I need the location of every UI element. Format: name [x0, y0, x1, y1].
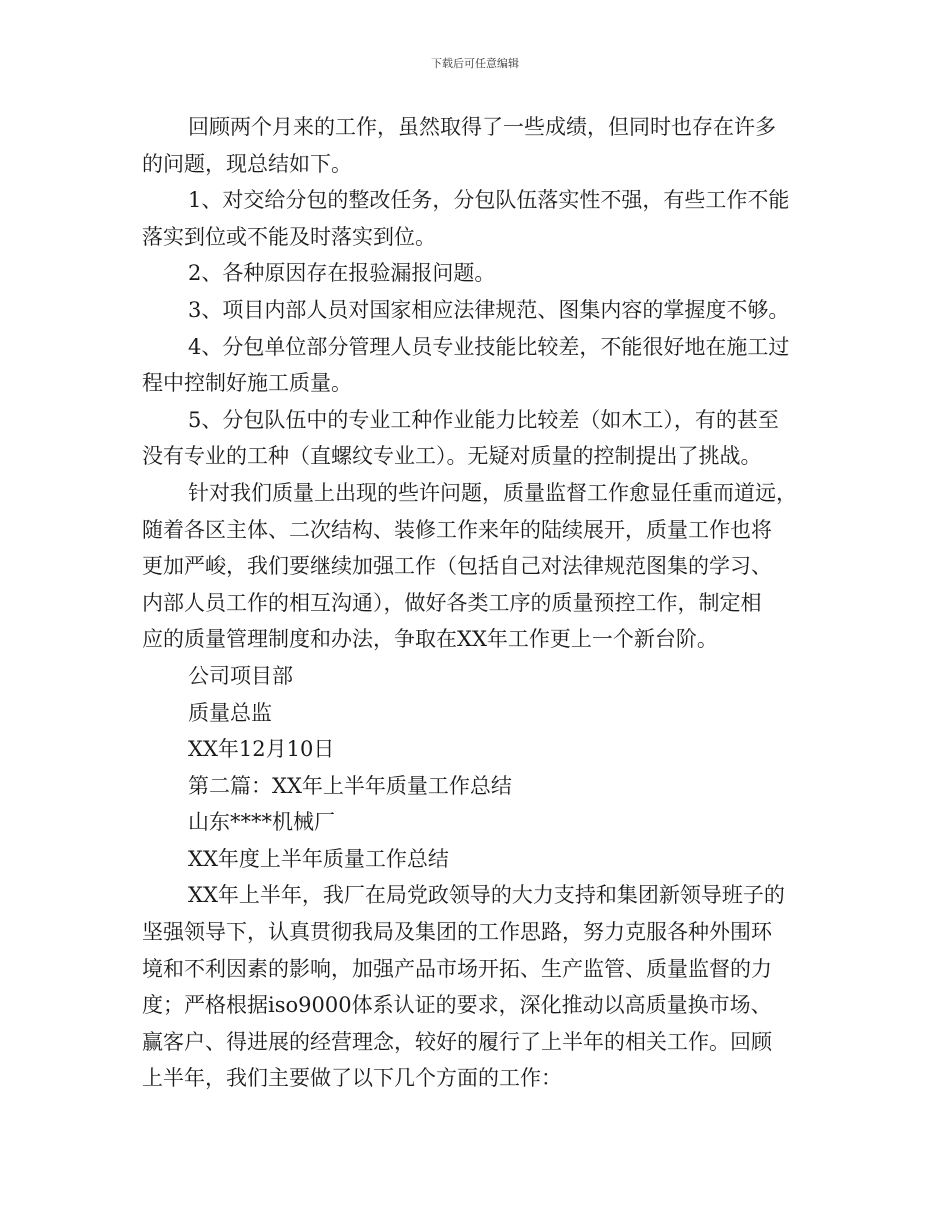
text-line: 随着各区主体、二次结构、装修工作来年的陆续展开，质量工作也将 [142, 517, 772, 542]
text-line: 4、分包单位部分管理人员专业技能比较差，不能很好地在施工过 [188, 334, 790, 359]
signature-date: XX年12月10日 [188, 737, 335, 762]
text-line: 程中控制好施工质量。 [142, 371, 352, 396]
section-heading: 第二篇：XX年上半年质量工作总结 [188, 773, 512, 798]
text-line: 落实到位或不能及时落实到位。 [142, 224, 436, 249]
text-line: 更加严峻，我们要继续加强工作（包括自己对法律规范图集的学习、 [142, 554, 772, 579]
text-line: 没有专业的工种（直螺纹专业工）。无疑对质量的控制提出了挑战。 [142, 444, 762, 469]
text-line: 1、对交给分包的整改任务，分包队伍落实性不强，有些工作不能 [188, 188, 790, 213]
signature-org: 公司项目部 [188, 663, 293, 688]
document-body [142, 109, 808, 1097]
text-line: 坚强领导下，认真贯彻我局及集团的工作思路，努力克服各种外围环 [142, 920, 772, 945]
text-line: 内部人员工作的相互沟通），做好各类工序的质量预控工作，制定相 [142, 590, 762, 615]
text-line: 上半年，我们主要做了以下几个方面的工作： [142, 1066, 562, 1091]
text-line: 2、各种原因存在报验漏报问题。 [188, 261, 496, 286]
text-line: 5、分包队伍中的专业工种作业能力比较差（如木工），有的甚至 [188, 407, 779, 432]
text-line: 针对我们质量上出现的些许问题，质量监督工作愈显任重而道远， [188, 480, 797, 505]
report-title: XX年度上半年质量工作总结 [188, 846, 449, 871]
text-line: 回顾两个月来的工作，虽然取得了一些成绩，但同时也存在许多 [188, 115, 776, 139]
text-line: 度；严格根据iso9000体系认证的要求，深化推动以高质量换市场、 [142, 993, 772, 1018]
page-header: 下载后可任意编辑 [431, 57, 519, 70]
organization-name: 山东****机械厂 [188, 810, 335, 835]
text-line: 应的质量管理制度和办法，争取在XX年工作更上一个新台阶。 [142, 627, 718, 652]
text-line: XX年上半年，我厂在局党政领导的大力支持和集团新领导班子的 [188, 883, 785, 908]
text-line: 赢客户、得进展的经营理念，较好的履行了上半年的相关工作。回顾 [142, 1029, 772, 1054]
text-line: 的问题，现总结如下。 [142, 151, 352, 176]
text-line: 3、项目内部人员对国家相应法律规范、图集内容的掌握度不够。 [188, 297, 790, 322]
signature-title: 质量总监 [188, 700, 272, 725]
text-line: 境和不利因素的影响，加强产品市场开拓、生产监管、质量监督的力 [142, 956, 772, 981]
